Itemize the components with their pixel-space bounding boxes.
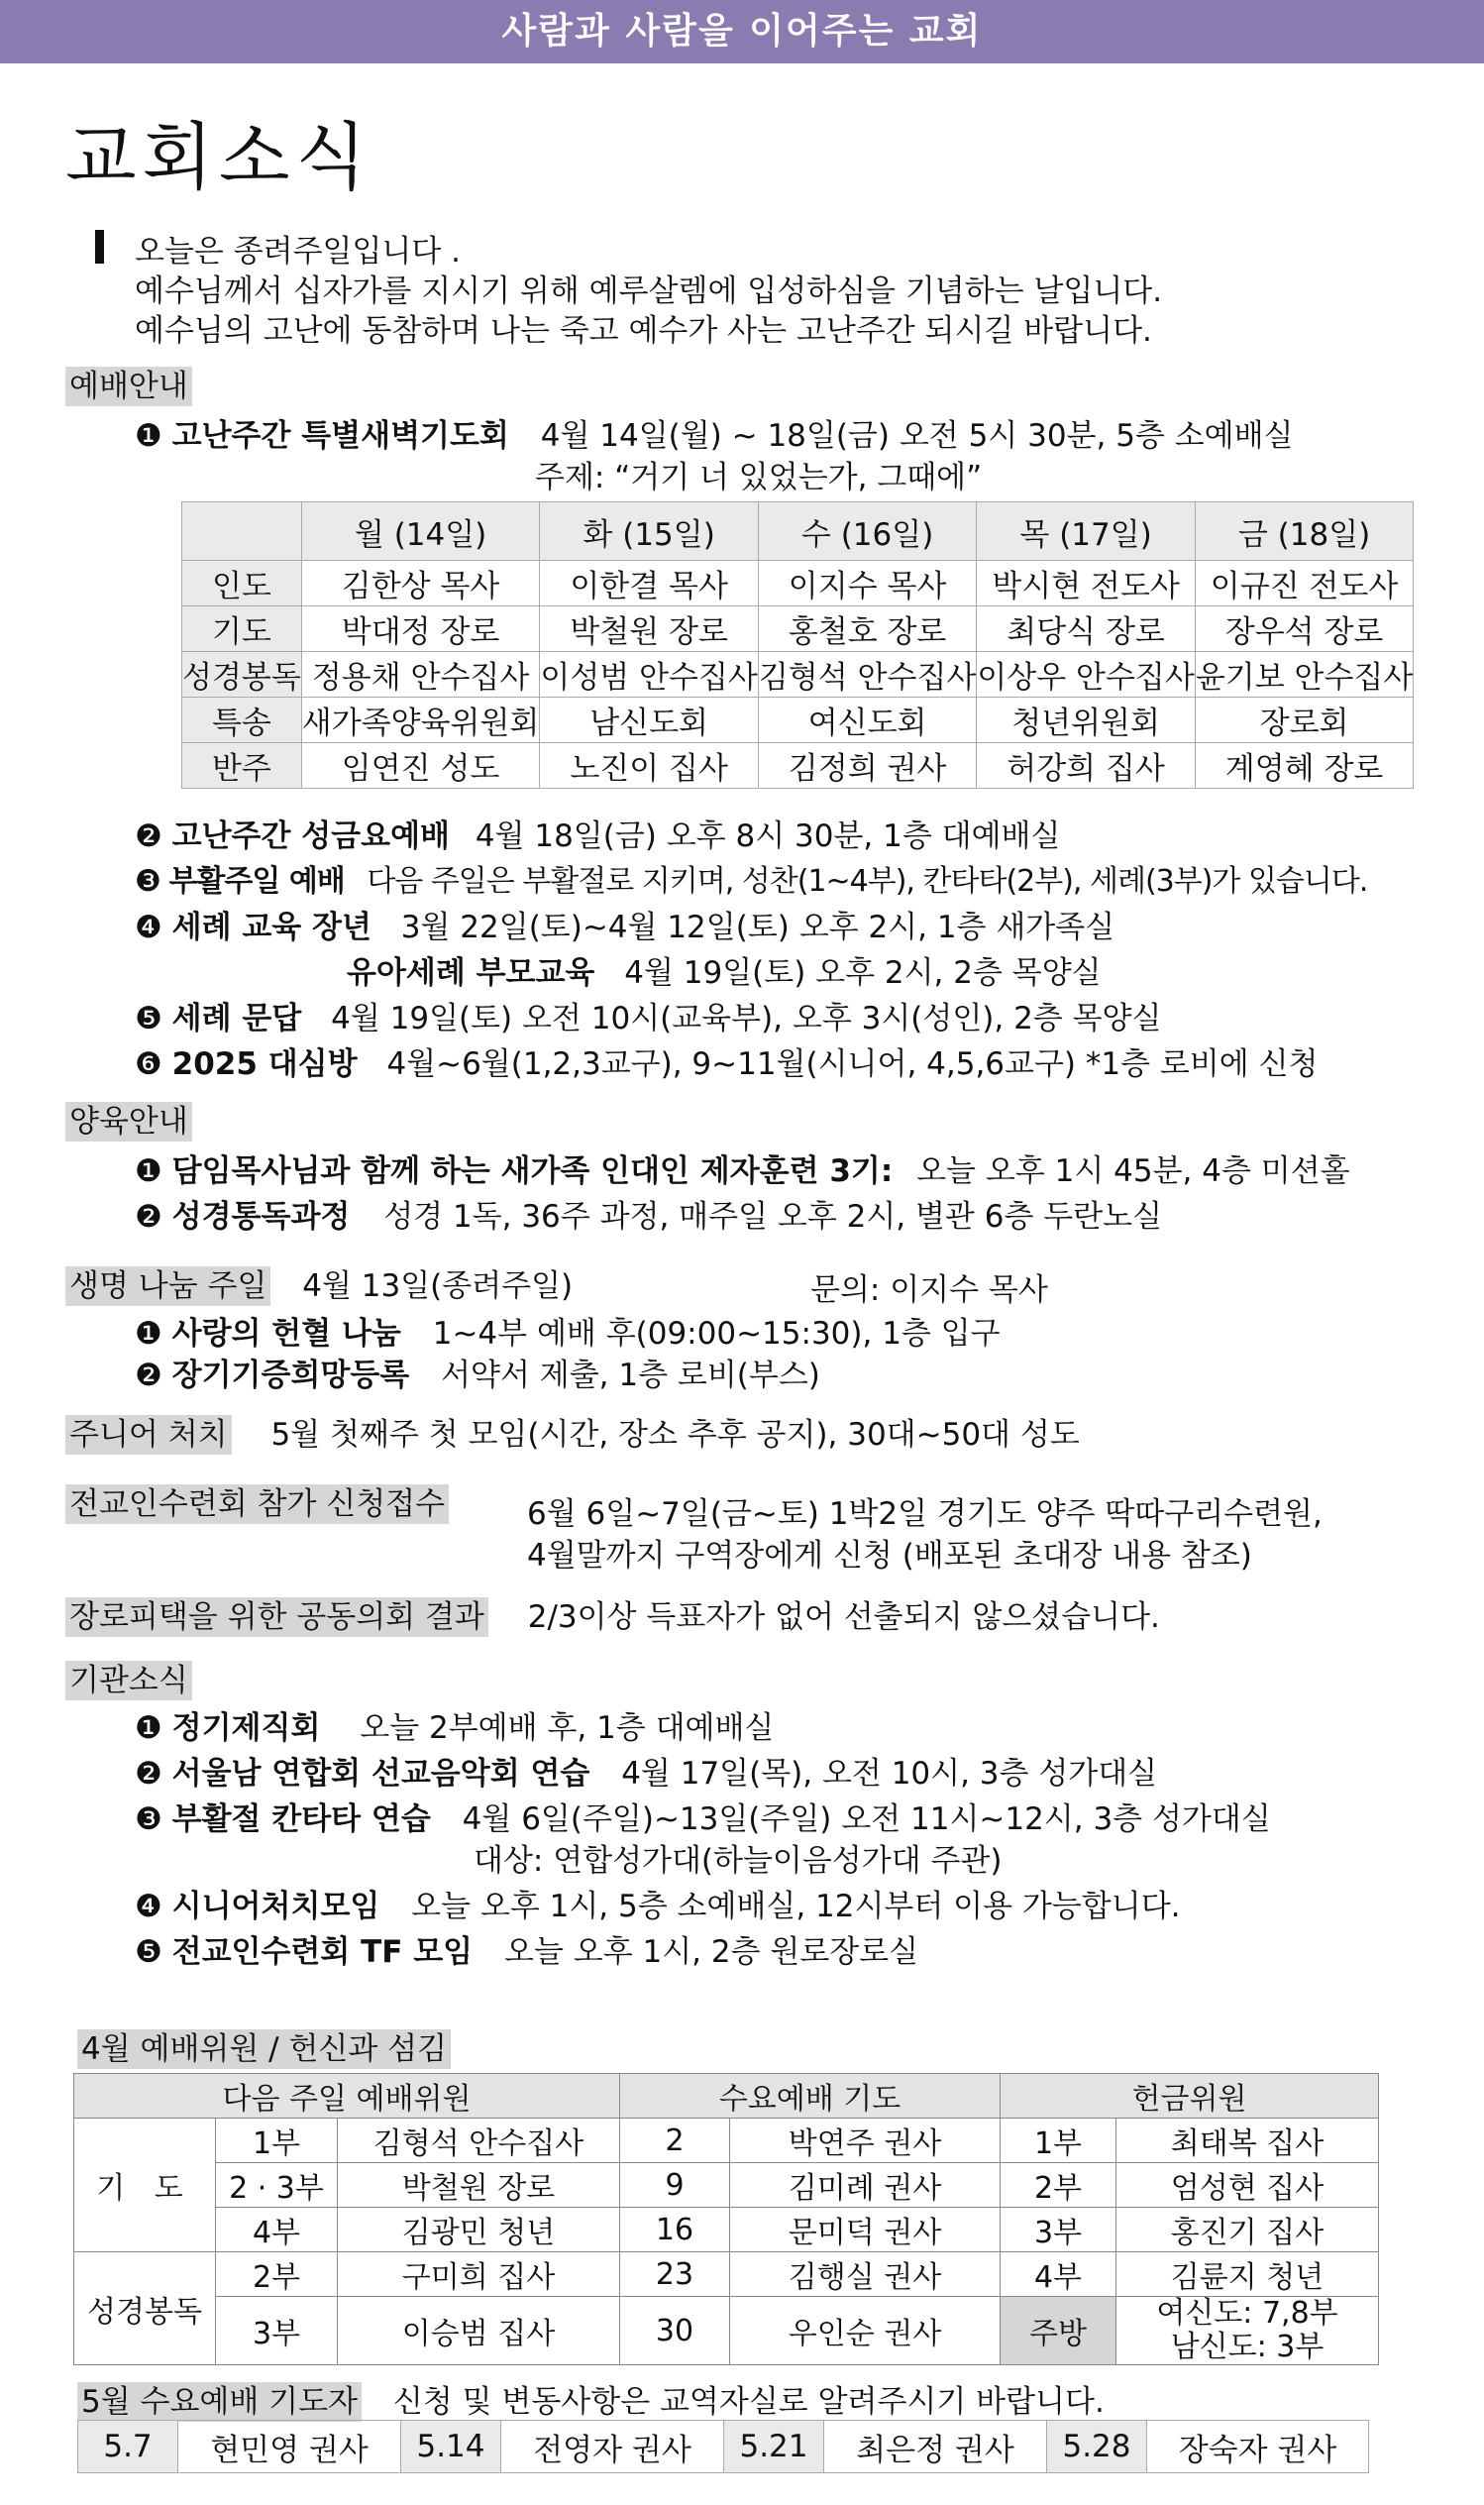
table-cell: 새가족양육위원회 — [301, 698, 540, 743]
section-worship: 예배안내 — [65, 367, 192, 406]
date-cell: 5.14 — [401, 2421, 501, 2473]
life-item2 — [135, 1350, 820, 1394]
item-title: 유아세례 부모교육 — [347, 955, 595, 991]
num-3: ❸ — [135, 1801, 162, 1837]
name-cell: 장숙자 권사 — [1147, 2421, 1369, 2473]
name-cell: 최태복 집사 — [1116, 2119, 1379, 2163]
table-cell: 홍철호 장로 — [758, 606, 976, 652]
name-cell: 김행실 권사 — [730, 2252, 1001, 2297]
part-cell: 2 · 3부 — [216, 2163, 338, 2208]
worship-item4 — [135, 902, 1114, 946]
part-cell: 1부 — [216, 2119, 338, 2163]
day-cell: 2 — [620, 2119, 730, 2163]
col-header: 목 (17일) — [977, 502, 1195, 561]
item-detail: 오늘 오후 1시, 2층 원로장로실 — [504, 1934, 919, 1970]
item-detail: 4월 17일(목), 오전 10시, 3층 성가대실 — [621, 1756, 1158, 1792]
org-item2 — [135, 1748, 1157, 1793]
day-cell: 23 — [620, 2252, 730, 2297]
org-item5 — [135, 1926, 918, 1971]
bullet-bar — [95, 230, 104, 264]
num-3: ❸ — [135, 864, 160, 899]
retreat-line2: 4월말까지 구역장에게 신청 (배포된 초대장 내용 참조) — [527, 1538, 1252, 1574]
reading-label: 성경봉독 — [74, 2252, 216, 2365]
item-detail: 성경 1독, 36주 과정, 매주일 오후 2시, 별관 6층 두란노실 — [383, 1199, 1163, 1235]
num-4: ❹ — [135, 1889, 162, 1924]
life-header — [65, 1260, 573, 1306]
item-title: 시니어처치모임 — [171, 1889, 380, 1924]
dawn-prayer-table — [181, 501, 1414, 789]
part-cell: 3부 — [216, 2297, 338, 2365]
item-title: 담임목사님과 함께 하는 새가족 인대인 제자훈련 3기: — [171, 1153, 894, 1189]
day-cell: 16 — [620, 2208, 730, 2252]
table-cell: 박시현 전도사 — [977, 561, 1195, 606]
num-6: ❻ — [135, 1046, 162, 1082]
table-cell: 김정희 권사 — [758, 743, 976, 789]
num-1: ❶ — [135, 1710, 162, 1746]
item-title: 세례 문답 — [171, 1001, 302, 1036]
section-may: 5월 수요예배 기도자 — [77, 2382, 362, 2422]
item-detail: 서약서 제출, 1층 로비(부스) — [441, 1358, 820, 1393]
table-cell: 정용채 안수집사 — [301, 652, 540, 698]
kitchen-label: 주방 — [1001, 2297, 1116, 2365]
table-cell: 장로회 — [1195, 698, 1413, 743]
row-label: 인도 — [182, 561, 302, 606]
table-cell: 박대정 장로 — [301, 606, 540, 652]
table-cell: 최당식 장로 — [977, 606, 1195, 652]
name-cell: 김광민 청년 — [338, 2208, 620, 2252]
row-label: 반주 — [182, 743, 302, 789]
intro-line3: 예수님의 고난에 동참하며 나는 죽고 예수가 사는 고난주간 되시길 바랍니다. — [135, 313, 1152, 349]
item-title: 사랑의 헌혈 나눔 — [171, 1316, 401, 1352]
item-detail: 오늘 오후 1시, 5층 소예배실, 12시부터 이용 가능합니다. — [411, 1889, 1181, 1924]
row-label: 기도 — [182, 606, 302, 652]
table-cell: 노진이 집사 — [540, 743, 758, 789]
section-elder: 장로피택을 위한 공동의회 결과 — [65, 1597, 488, 1637]
part-cell: 1부 — [1001, 2119, 1116, 2163]
worship-item3 — [135, 856, 1367, 900]
table-cell: 박철원 장로 — [540, 606, 758, 652]
table-cell: 김형석 안수집사 — [758, 652, 976, 698]
item-title: 부활주일 예배 — [168, 864, 345, 899]
may-prayer-table — [77, 2420, 1369, 2473]
table-row — [182, 561, 1414, 606]
num-2: ❷ — [135, 1358, 162, 1393]
item-detail: 3월 22일(토)~4월 12일(토) 오후 2시, 1층 새가족실 — [400, 910, 1115, 945]
intro-line1: 오늘은 종려주일입니다 . — [135, 234, 462, 270]
table-cell: 이한결 목사 — [540, 561, 758, 606]
org-item3-sub: 대상: 연합성가대(하늘이음성가대 주관) — [474, 1843, 1003, 1879]
col-header: 금 (18일) — [1195, 502, 1413, 561]
item-title: 고난주간 특별새벽기도회 — [171, 418, 509, 454]
item-title: 정기제직회 — [171, 1710, 321, 1746]
col-header: 월 (14일) — [301, 502, 540, 561]
item-detail: 4월 19일(토) 오전 10시(교육부), 오후 3시(성인), 2층 목양실 — [331, 1001, 1162, 1036]
num-4: ❹ — [135, 910, 162, 945]
section-life: 생명 나눔 주일 — [65, 1266, 270, 1306]
col-header: 헌금위원 — [1001, 2074, 1379, 2119]
name-cell: 김륜지 청년 — [1116, 2252, 1379, 2297]
elder-detail: 2/3이상 득표자가 없어 선출되지 않으셨습니다. — [527, 1599, 1160, 1635]
day-cell: 9 — [620, 2163, 730, 2208]
item-title: 세례 교육 장년 — [171, 910, 371, 945]
item-title: 장기기증희망등록 — [171, 1358, 410, 1393]
table-cell: 이성범 안수집사 — [540, 652, 758, 698]
part-cell: 4부 — [1001, 2252, 1116, 2297]
life-item1 — [135, 1308, 1001, 1353]
num-1: ❶ — [135, 1316, 162, 1352]
prayer-label: 기 도 — [74, 2119, 216, 2252]
table-cell: 김한상 목사 — [301, 561, 540, 606]
part-cell: 2부 — [1001, 2163, 1116, 2208]
name-cell: 우인순 권사 — [730, 2297, 1001, 2365]
col-header: 수요예배 기도 — [620, 2074, 1001, 2119]
retreat-line1: 6월 6일~7일(금~토) 1박2일 경기도 양주 딱따구리수련원, — [527, 1496, 1323, 1532]
worship-item5 — [135, 993, 1161, 1037]
item-detail: 4월 6일(주일)~13일(주일) 오전 11시~12시, 3층 성가대실 — [462, 1801, 1271, 1837]
name-cell: 이승범 집사 — [338, 2297, 620, 2365]
table-cell: 여신도회 — [758, 698, 976, 743]
table-row — [182, 698, 1414, 743]
junior — [65, 1409, 1080, 1455]
num-2: ❷ — [135, 1756, 162, 1792]
table-cell: 윤기보 안수집사 — [1195, 652, 1413, 698]
num-1: ❶ — [135, 1153, 162, 1189]
name-cell: 현민영 권사 — [178, 2421, 401, 2473]
name-cell: 홍진기 집사 — [1116, 2208, 1379, 2252]
item-title: 부활절 칸타타 연습 — [171, 1801, 431, 1837]
table-cell: 청년위원회 — [977, 698, 1195, 743]
item-title: 서울남 연합회 선교음악회 연습 — [171, 1756, 590, 1792]
table-cell: 장우석 장로 — [1195, 606, 1413, 652]
col-header: 다음 주일 예배위원 — [74, 2074, 620, 2119]
name-cell: 김미례 권사 — [730, 2163, 1001, 2208]
part-cell: 3부 — [1001, 2208, 1116, 2252]
item-title: 성경통독과정 — [171, 1199, 351, 1235]
worship-item2 — [135, 811, 1060, 855]
worship-theme: 주제: “거기 너 있었는가, 그때에” — [535, 460, 983, 495]
kitchen-cell — [1116, 2297, 1379, 2365]
kitchen-women: 여신도: 7,8부 — [1156, 2296, 1338, 2331]
date-cell: 5.28 — [1047, 2421, 1147, 2473]
junior-detail: 5월 첫째주 첫 모임(시간, 장소 추후 공지), 30대~50대 성도 — [270, 1417, 1080, 1453]
april-committee-table — [73, 2073, 1379, 2365]
intro-line2: 예수님께서 십자가를 지시기 위해 예루살렘에 입성하심을 기념하는 날입니다. — [135, 273, 1163, 309]
name-cell: 엄성현 집사 — [1116, 2163, 1379, 2208]
num-5: ❺ — [135, 1934, 162, 1970]
elder — [65, 1591, 1160, 1637]
page-title: 교회소식 — [65, 115, 372, 200]
worship-item6 — [135, 1038, 1318, 1083]
section-junior: 주니어 처치 — [65, 1415, 232, 1455]
table-row — [182, 743, 1414, 789]
item-detail: 오늘 2부예배 후, 1층 대예배실 — [360, 1710, 775, 1746]
col-header: 화 (15일) — [540, 502, 758, 561]
corner-cell — [182, 502, 302, 561]
name-cell: 박연주 권사 — [730, 2119, 1001, 2163]
day-cell: 30 — [620, 2297, 730, 2365]
item-detail: 1~4부 예배 후(09:00~15:30), 1층 입구 — [432, 1316, 1001, 1352]
num-2: ❷ — [135, 818, 162, 854]
kitchen-men: 남신도: 3부 — [1170, 2330, 1325, 2364]
nurture-item2 — [135, 1191, 1162, 1236]
banner: 사람과 사람을 이어주는 교회 — [0, 0, 1484, 63]
worship-item1 — [135, 410, 1294, 455]
item-title: 전교인수련회 TF 모임 — [171, 1934, 474, 1970]
date-cell: 5.21 — [724, 2421, 824, 2473]
table-cell: 남신도회 — [540, 698, 758, 743]
item-detail: 다음 주일은 부활절로 지키며, 성찬(1~4부), 칸타타(2부), 세례(3부)가 있습니다. — [367, 864, 1368, 899]
worship-item4-sub — [347, 947, 1102, 992]
item-detail: 오늘 오후 1시 45분, 4층 미션홀 — [916, 1153, 1350, 1189]
name-cell: 박철원 장로 — [338, 2163, 620, 2208]
nurture-item1 — [135, 1145, 1350, 1190]
section-org: 기관소식 — [65, 1661, 192, 1700]
org-item3 — [135, 1794, 1271, 1838]
table-row — [182, 652, 1414, 698]
num-2: ❷ — [135, 1199, 162, 1235]
name-cell: 최은정 권사 — [824, 2421, 1047, 2473]
table-cell: 이상우 안수집사 — [977, 652, 1195, 698]
section-retreat: 전교인수련회 참가 신청접수 — [65, 1484, 449, 1524]
may-header — [77, 2376, 1105, 2422]
col-header: 수 (16일) — [758, 502, 976, 561]
table-row — [182, 606, 1414, 652]
item-title: 고난주간 성금요예배 — [171, 818, 450, 854]
row-label: 특송 — [182, 698, 302, 743]
table-cell: 이규진 전도사 — [1195, 561, 1413, 606]
item-detail: 4월 18일(금) 오후 8시 30분, 1층 대예배실 — [475, 818, 1061, 854]
org-item1 — [135, 1702, 774, 1747]
table-cell: 계영혜 장로 — [1195, 743, 1413, 789]
part-cell: 2부 — [216, 2252, 338, 2297]
item-detail: 4월~6월(1,2,3교구), 9~11월(시니어, 4,5,6교구) *1층 로비에 신청 — [386, 1046, 1319, 1082]
section-nurture: 양육안내 — [65, 1102, 192, 1142]
num-1: ❶ — [135, 418, 162, 454]
org-item4 — [135, 1881, 1181, 1925]
item-detail: 4월 19일(토) 오후 2시, 2층 목양실 — [624, 955, 1102, 991]
num-5: ❺ — [135, 1001, 162, 1036]
life-date: 4월 13일(종려주일) — [302, 1268, 574, 1304]
may-note: 신청 및 변동사항은 교역자실로 알려주시기 바랍니다. — [392, 2384, 1105, 2420]
name-cell: 김형석 안수집사 — [338, 2119, 620, 2163]
row-label: 성경봉독 — [182, 652, 302, 698]
section-april: 4월 예배위원 / 헌신과 섬김 — [77, 2029, 451, 2069]
item-title: 2025 대심방 — [171, 1046, 358, 1082]
date-cell: 5.7 — [78, 2421, 178, 2473]
name-cell: 전영자 권사 — [501, 2421, 724, 2473]
part-cell: 4부 — [216, 2208, 338, 2252]
name-cell: 문미덕 권사 — [730, 2208, 1001, 2252]
table-cell: 임연진 성도 — [301, 743, 540, 789]
name-cell: 구미희 집사 — [338, 2252, 620, 2297]
retreat — [65, 1484, 449, 1524]
item-detail: 4월 14일(월) ~ 18일(금) 오전 5시 30분, 5층 소예배실 — [540, 418, 1294, 454]
table-cell: 이지수 목사 — [758, 561, 976, 606]
life-contact: 문의: 이지수 목사 — [810, 1272, 1048, 1308]
table-cell: 허강희 집사 — [977, 743, 1195, 789]
